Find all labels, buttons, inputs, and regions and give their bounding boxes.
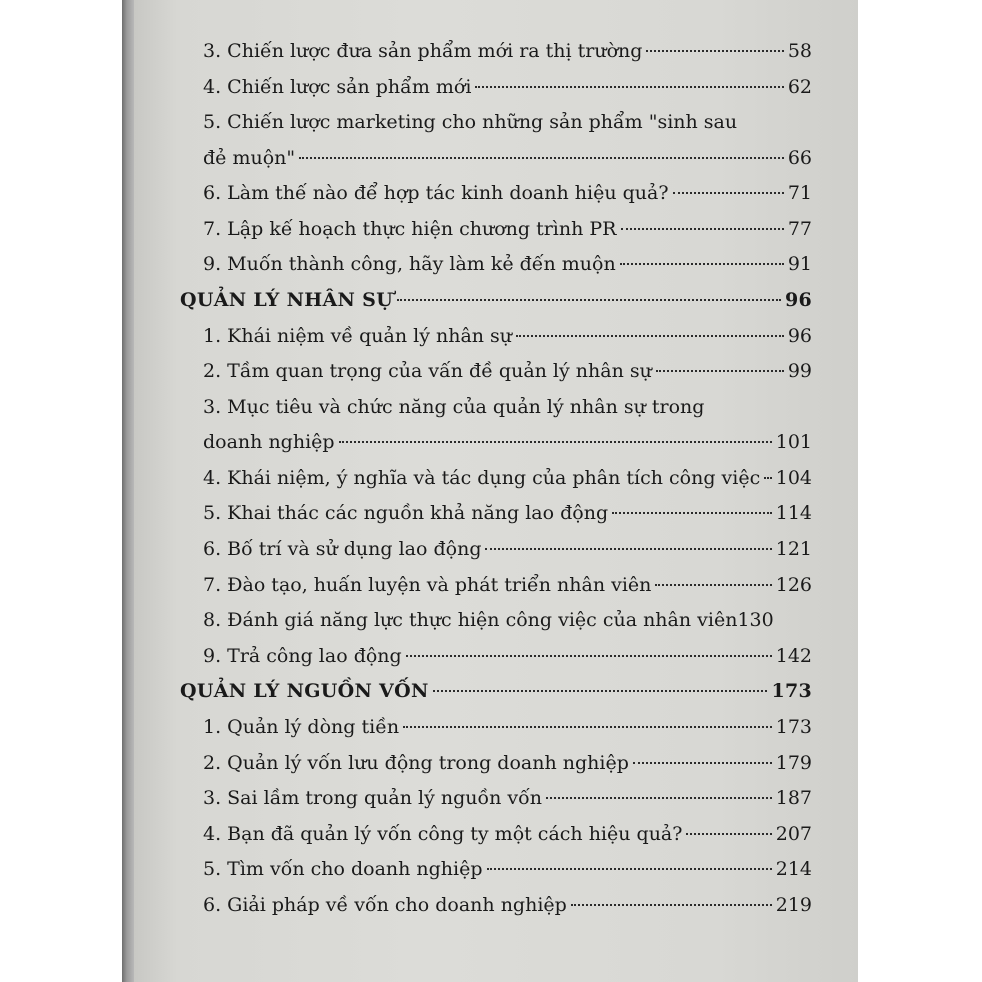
toc-entry (180, 639, 812, 675)
dot-leader (487, 868, 772, 870)
toc-entry (180, 817, 812, 853)
toc-entry-title: 4. Khái niệm, ý nghĩa và tác dụng của phân tích công việc (203, 466, 761, 489)
toc-entry-title: 4. Bạn đã quản lý vốn công ty một cách hiệu quả? (203, 822, 683, 845)
toc-entry-page-number: 96 (787, 324, 812, 347)
toc-entry-page-number: 62 (787, 75, 812, 98)
toc-entry (180, 247, 812, 283)
dot-leader (397, 299, 781, 301)
dot-leader (433, 690, 768, 692)
toc-entry-title: 6. Làm thế nào để hợp tác kinh doanh hiệu quả? (203, 182, 669, 205)
toc-entry-page-number: 66 (787, 146, 812, 169)
toc-entry-title: 1. Quản lý dòng tiền (203, 715, 400, 738)
toc-entry (180, 105, 812, 176)
toc-entry-title: 4. Chiến lược sản phẩm mới (203, 75, 472, 98)
dot-leader (686, 833, 771, 835)
toc-entry (180, 34, 812, 70)
toc-entry-title: 9. Trả công lao động (203, 644, 402, 667)
dot-leader (673, 192, 784, 194)
book-page (134, 0, 858, 982)
toc-entry (180, 390, 812, 461)
toc-entry (180, 746, 812, 782)
toc-entry (180, 710, 812, 746)
toc-entry-title: 5. Khai thác các nguồn khả năng lao động (203, 502, 609, 525)
toc-entry-title: 5. Tìm vốn cho doanh nghiệp (203, 858, 483, 881)
toc-entry-title: 2. Quản lý vốn lưu động trong doanh nghiệp (203, 751, 629, 774)
toc-entry-title: 9. Muốn thành công, hãy làm kẻ đến muộn (203, 253, 616, 276)
toc-entry-page-number: 99 (787, 360, 812, 383)
toc-entry-title: 6. Bố trí và sử dụng lao động (203, 537, 482, 560)
toc-entry-title: 7. Đào tạo, huấn luyện và phát triển nhân viên (203, 573, 652, 596)
toc-entry-title: 7. Lập kế hoạch thực hiện chương trình PR (203, 217, 617, 240)
toc-section-heading (180, 283, 812, 319)
toc-entry-title: 3. Chiến lược đưa sản phẩm mới ra thị trường (203, 40, 643, 62)
dot-leader (406, 655, 772, 657)
dot-leader (764, 477, 772, 479)
toc-entry-page-number: 114 (775, 502, 812, 525)
dot-leader (620, 263, 784, 265)
dot-leader (475, 86, 783, 88)
section-heading-page-number: 173 (771, 680, 812, 703)
toc-entry-page-number: 126 (775, 573, 812, 596)
toc-entry (180, 212, 812, 248)
toc-entry-title: 1. Khái niệm về quản lý nhân sự (203, 324, 513, 347)
toc-entry-page-number: 58 (787, 40, 812, 62)
toc-entry (180, 176, 812, 212)
toc-entry (180, 852, 812, 888)
dot-leader (655, 584, 771, 586)
toc-entry-title: 8. Đánh giá năng lực thực hiện công việc của nhân viên (203, 609, 738, 632)
toc-entry-title: 2. Tầm quan trọng của vấn đề quản lý nhân sự (203, 360, 652, 383)
toc-entry (180, 888, 812, 924)
toc-entry-page-number: 104 (775, 466, 812, 489)
toc-entry (180, 568, 812, 604)
toc-entry-title: 6. Giải pháp về vốn cho doanh nghiệp (203, 893, 567, 916)
toc-entry-page-number: 101 (775, 431, 812, 454)
toc-entry-page-number: 214 (775, 858, 812, 881)
toc-entry-page-number: 91 (787, 253, 812, 276)
toc-entry (180, 354, 812, 390)
section-heading-title: QUẢN LÝ NGUỒN VỐN (180, 680, 429, 703)
toc-entry-page-number: 179 (775, 751, 812, 774)
dot-leader (633, 762, 772, 764)
toc-entry-page-number: 77 (787, 217, 812, 240)
dot-leader (403, 726, 772, 728)
dot-leader (299, 157, 784, 159)
toc-entry-title: 3. Sai lầm trong quản lý nguồn vốn (203, 787, 542, 810)
section-heading-page-number: 96 (784, 288, 812, 311)
toc-entry (180, 461, 812, 497)
toc-entry-page-number: 219 (775, 893, 812, 916)
toc-entry-line2 (203, 141, 812, 177)
toc-entry-page-number: 207 (775, 822, 812, 845)
toc-entry (180, 603, 812, 639)
toc-entry-page-number: 71 (787, 182, 812, 205)
toc-entry-page-number: 187 (775, 787, 812, 810)
dot-leader (485, 548, 771, 550)
toc-entry-page-number: 130 (737, 609, 774, 632)
dot-leader (621, 228, 784, 230)
toc-entry-title-line1: 3. Mục tiêu và chức năng của quản lý nhân sự trong (203, 395, 705, 418)
dot-leader (516, 335, 784, 337)
toc-entry-title-line2: doanh nghiệp (203, 431, 335, 454)
dot-leader (646, 50, 783, 52)
dot-leader (571, 904, 772, 906)
toc-entry (180, 496, 812, 532)
toc-entry-title-line1: 5. Chiến lược marketing cho những sản phẩm "sinh sau (203, 111, 738, 134)
dot-leader (339, 441, 772, 443)
toc-entry (180, 532, 812, 568)
toc-entry-page-number: 121 (775, 537, 812, 560)
toc-entry-page-number: 173 (775, 715, 812, 738)
toc-entry-line2 (203, 425, 812, 461)
dot-leader (546, 797, 772, 799)
toc-entry (180, 70, 812, 106)
toc-entry-title-line2: đẻ muộn" (203, 146, 296, 169)
toc-entry (180, 319, 812, 355)
toc-section-heading (180, 674, 812, 710)
toc-entry-page-number: 142 (775, 644, 812, 667)
section-heading-title: QUẢN LÝ NHÂN SỰ (180, 288, 393, 311)
book-spine (122, 0, 134, 982)
table-of-contents (180, 34, 812, 923)
toc-entry (180, 781, 812, 817)
dot-leader (612, 512, 772, 514)
dot-leader (656, 370, 784, 372)
